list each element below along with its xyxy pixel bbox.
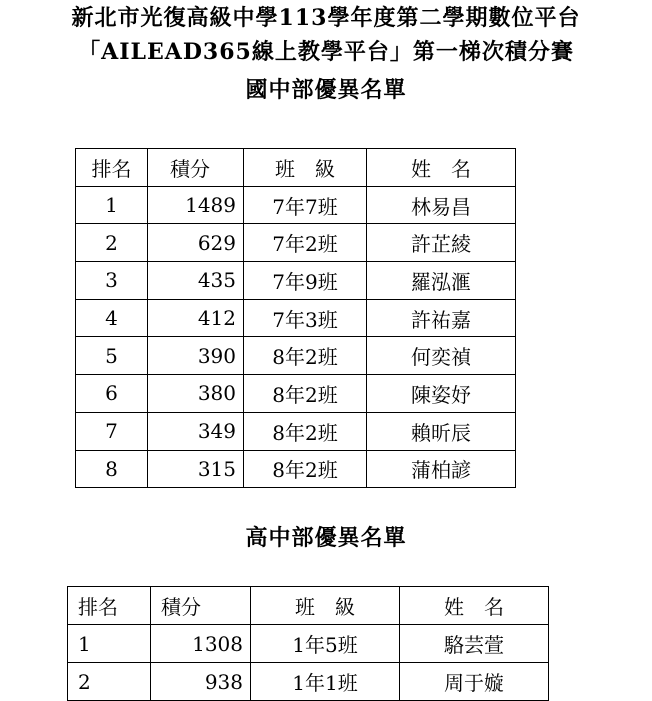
name-cell: 賴昕辰	[367, 412, 516, 450]
senior-ranking-table	[67, 586, 549, 701]
rank-cell: 1	[76, 186, 148, 224]
name-cell: 蒲柏諺	[367, 450, 516, 488]
rank-cell: 5	[76, 337, 148, 375]
header-score: 積分	[151, 587, 251, 625]
table-row	[76, 299, 516, 337]
class-cell: 7年2班	[244, 224, 367, 262]
header-name: 姓 名	[367, 149, 516, 187]
class-cell: 8年2班	[244, 450, 367, 488]
name-cell: 何奕禎	[367, 337, 516, 375]
score-cell: 435	[148, 262, 244, 300]
rank-cell: 7	[76, 412, 148, 450]
score-cell: 349	[148, 412, 244, 450]
table-row	[76, 186, 516, 224]
table-row	[76, 450, 516, 488]
table-row	[76, 337, 516, 375]
rank-cell: 6	[76, 375, 148, 413]
table-header-row	[76, 149, 516, 187]
name-cell: 陳姿妤	[367, 375, 516, 413]
table-row	[76, 375, 516, 413]
header-score: 積分	[148, 149, 244, 187]
rank-cell: 4	[76, 299, 148, 337]
senior-heading: 高中部優異名單	[245, 525, 407, 551]
table-header-row	[68, 587, 549, 625]
table-row	[76, 412, 516, 450]
rank-cell: 1	[68, 625, 151, 663]
junior-ranking-table	[75, 148, 516, 488]
score-cell: 1489	[148, 186, 244, 224]
score-cell: 1308	[151, 625, 251, 663]
table-row	[76, 262, 516, 300]
document-title-line2: 「AILEAD365線上教學平台」第一梯次積分賽	[78, 39, 574, 65]
name-cell: 駱芸萱	[400, 625, 549, 663]
rank-cell: 8	[76, 450, 148, 488]
class-cell: 1年5班	[251, 625, 400, 663]
class-cell: 7年3班	[244, 299, 367, 337]
class-cell: 7年7班	[244, 186, 367, 224]
class-cell: 8年2班	[244, 375, 367, 413]
name-cell: 周于嫙	[400, 663, 549, 701]
header-rank: 排名	[76, 149, 148, 187]
class-cell: 1年1班	[251, 663, 400, 701]
class-cell: 7年9班	[244, 262, 367, 300]
name-cell: 許芷綾	[367, 224, 516, 262]
score-cell: 380	[148, 375, 244, 413]
score-cell: 390	[148, 337, 244, 375]
score-cell: 938	[151, 663, 251, 701]
rank-cell: 2	[76, 224, 148, 262]
header-rank: 排名	[68, 587, 151, 625]
class-cell: 8年2班	[244, 337, 367, 375]
score-cell: 315	[148, 450, 244, 488]
class-cell: 8年2班	[244, 412, 367, 450]
document-title-line1: 新北市光復高級中學113學年度第二學期數位平台	[71, 5, 581, 31]
rank-cell: 2	[68, 663, 151, 701]
table-row	[68, 625, 549, 663]
junior-heading: 國中部優異名單	[245, 77, 407, 103]
header-class: 班 級	[251, 587, 400, 625]
header-class: 班 級	[244, 149, 367, 187]
table-row	[76, 224, 516, 262]
score-cell: 629	[148, 224, 244, 262]
rank-cell: 3	[76, 262, 148, 300]
name-cell: 許祐嘉	[367, 299, 516, 337]
score-cell: 412	[148, 299, 244, 337]
table-row	[68, 663, 549, 701]
name-cell: 林易昌	[367, 186, 516, 224]
name-cell: 羅泓滙	[367, 262, 516, 300]
header-name: 姓 名	[400, 587, 549, 625]
